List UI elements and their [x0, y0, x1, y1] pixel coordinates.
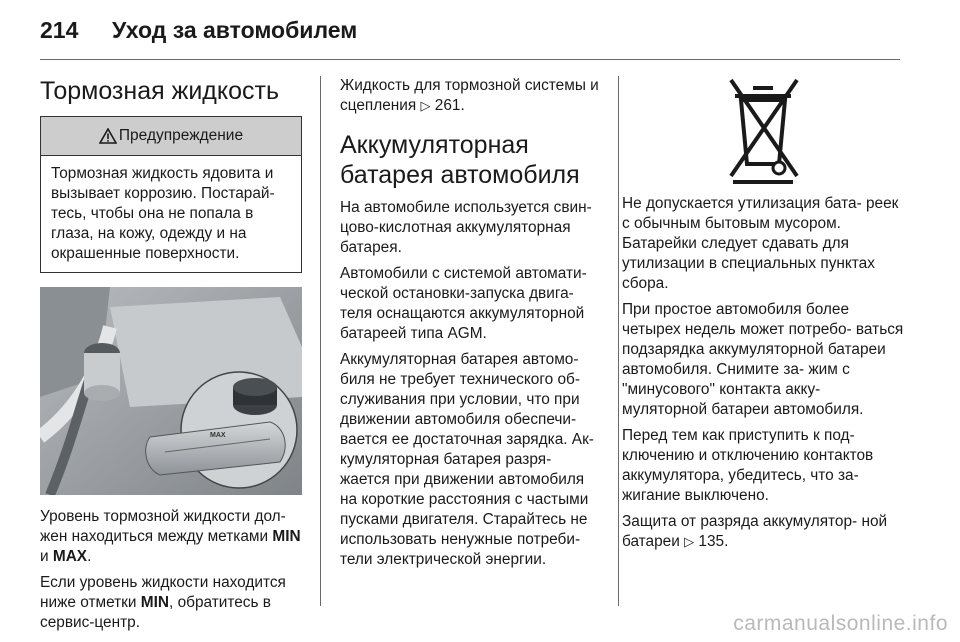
section-title-brake-fluid: Тормозная жидкость — [40, 77, 279, 105]
min-label-2: MIN — [140, 594, 170, 611]
warning-header — [41, 117, 301, 156]
section-title-battery: Аккумуляторная батарея автомобиля — [340, 131, 580, 189]
page-reference-135[interactable]: 135 — [698, 533, 725, 550]
engine-bay-illustration — [40, 287, 302, 495]
column-divider-left — [320, 76, 321, 606]
watermark: carmanualsonline.info — [733, 612, 948, 635]
max-label: MAX — [52, 548, 88, 565]
warning-heading: Предупреждение — [118, 127, 244, 144]
brake-fluid-reservoir-photo — [40, 287, 302, 495]
min-label: MIN — [272, 528, 301, 545]
paragraph-discharge-protection: Защита от разряда аккумулятор- ной батареи ▷ 135. — [622, 513, 888, 550]
warning-triangle-icon — [99, 128, 117, 144]
page-number: 214 — [40, 16, 79, 43]
warning-text: Тормозная жидкость ядовита и вызывает коррозию. Постарай- тесь, чтобы она не попала в глаза, на кожу, одежду и на окрашенные поверхности. — [51, 165, 275, 262]
paragraph-agm: Автомобили с системой автомати- ческой остановки-запуска двига- теля оснащаются аккумуляторной батареей типа AGM. — [340, 265, 587, 342]
paragraph-recharge: При простое автомобиля более четырех недель может потребо- ваться подзарядка аккумуляторной батареи автомобиля. Снимите за- жим с "минусового" контакта акку- муляторной батареи автомобиля. — [622, 301, 904, 418]
page-reference-261[interactable]: 261 — [434, 97, 461, 114]
column-disposal — [622, 76, 904, 558]
crossed-out-wheelie-bin-icon — [723, 76, 803, 184]
column-divider-right — [618, 76, 619, 606]
header-divider — [40, 59, 900, 60]
paragraph-brake-clutch-fluid: Жидкость для тормозной системы и сцепления ▷ 261. — [340, 77, 599, 114]
column-brake-fluid — [40, 66, 302, 639]
paragraph-lead-acid: На автомобиле используется свин- цово-кислотная аккумуляторная батарея. — [340, 199, 592, 256]
paragraph-ignition-off: Перед тем как приступить к под- ключению и отключению контактов аккумулятора, убедитесь, что за- жигание выключено. — [622, 427, 874, 504]
triangle-right-icon: ▷ — [684, 534, 695, 549]
paragraph-level-marks: Уровень тормозной жидкости дол- жен находиться между метками MIN и MAX. — [40, 508, 301, 565]
chapter-title: Уход за автомобилем — [112, 16, 358, 43]
column-battery — [340, 76, 603, 576]
paragraph-maintenance: Аккумуляторная батарея автомо- биля не требует технического об- служивания при условии, что при движении автомобиля обеспечи- вается ее достаточная зарядка. Ак- кумуляторная батарея разря- жается при движении автомобиля на короткие расстояния с частыми пусками двигателя. Старайтесь не использовать ненужные потреби- тели электрической энергии. — [340, 351, 594, 568]
paragraph-service-center: Если уровень жидкости находится ниже отметки MIN, обратитесь в сервис-центр. — [40, 574, 286, 631]
paragraph-battery-disposal: Не допускается утилизация бата- реек с обычным бытовым мусором. Батарейки следует сдавать для утилизации в специальных пунктах сбора. — [622, 195, 899, 292]
warning-box — [40, 116, 302, 273]
page-header — [40, 14, 357, 46]
triangle-right-icon: ▷ — [420, 98, 431, 113]
reservoir-max-marking: MAX — [210, 432, 226, 439]
